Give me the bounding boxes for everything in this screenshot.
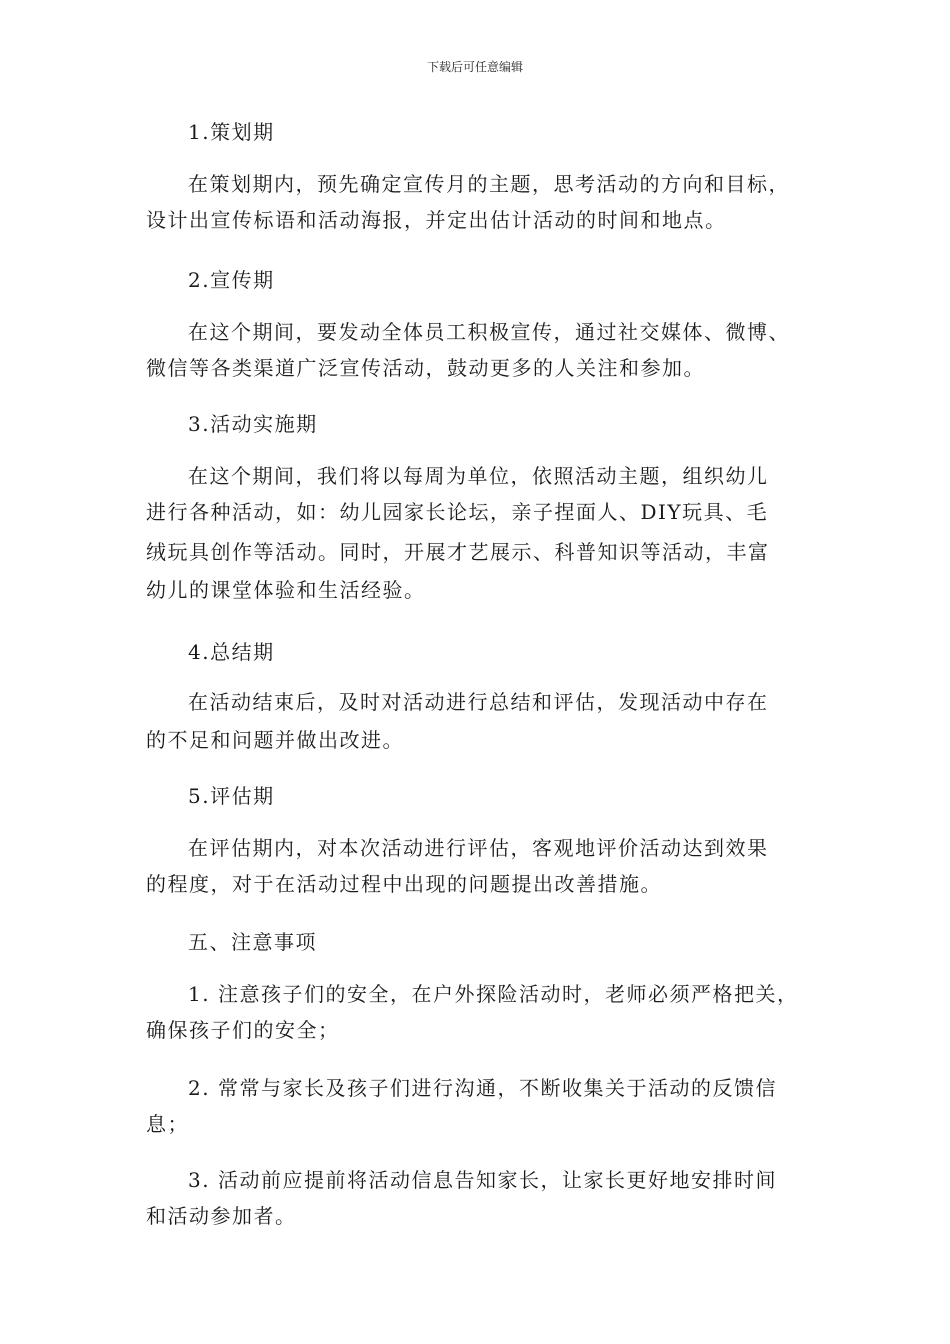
paragraph-line: 幼儿的课堂体验和生活经验。 (146, 578, 426, 602)
paragraph-line: 设计出宣传标语和活动海报，并定出估计活动的时间和地点。 (146, 208, 727, 232)
note-item-line: 2. 常常与家长及孩子们进行沟通，不断收集关于活动的反馈信 (188, 1076, 777, 1100)
paragraph-line: 在策划期内，预先确定宣传月的主题，思考活动的方向和目标， (188, 172, 790, 196)
header-note: 下载后可任意编辑 (426, 60, 523, 74)
paragraph-line: 的不足和问题并做出改进。 (146, 728, 404, 752)
paragraph-line: 在评估期内，对本次活动进行评估，客观地评价活动达到效果 (188, 836, 769, 860)
paragraph-line: 绒玩具创作等活动。同时，开展才艺展示、科普知识等活动，丰富 (146, 540, 770, 564)
section-heading-promotion: 2.宣传期 (188, 268, 275, 292)
paragraph-line: 进行各种活动，如：幼儿园家长论坛，亲子捏面人、DIY玩具、毛 (146, 500, 769, 524)
section-heading-evaluation: 5.评估期 (188, 784, 275, 808)
paragraph-line: 在活动结束后，及时对活动进行总结和评估，发现活动中存在 (188, 690, 769, 714)
section-heading-summary: 4.总结期 (188, 640, 275, 664)
note-item-line: 息； (146, 1112, 189, 1136)
section-heading-implementation: 3.活动实施期 (188, 412, 318, 436)
note-item-line: 1. 注意孩子们的安全，在户外探险活动时，老师必须严格把关， (188, 982, 799, 1006)
section-heading-planning: 1.策划期 (188, 120, 275, 144)
section-heading-notes: 五、注意事项 (188, 930, 317, 954)
paragraph-line: 的程度，对于在活动过程中出现的问题提出改善措施。 (146, 872, 662, 896)
paragraph-line: 在这个期间，我们将以每周为单位，依照活动主题，组织幼儿 (188, 464, 769, 488)
note-item-line: 3. 活动前应提前将活动信息告知家长，让家长更好地安排时间 (188, 1168, 777, 1192)
paragraph-line: 微信等各类渠道广泛宣传活动，鼓动更多的人关注和参加。 (146, 356, 705, 380)
note-item-line: 确保孩子们的安全； (146, 1018, 340, 1042)
paragraph-line: 在这个期间，要发动全体员工积极宣传，通过社交媒体、微博、 (188, 320, 790, 344)
note-item-line: 和活动参加者。 (146, 1204, 297, 1228)
